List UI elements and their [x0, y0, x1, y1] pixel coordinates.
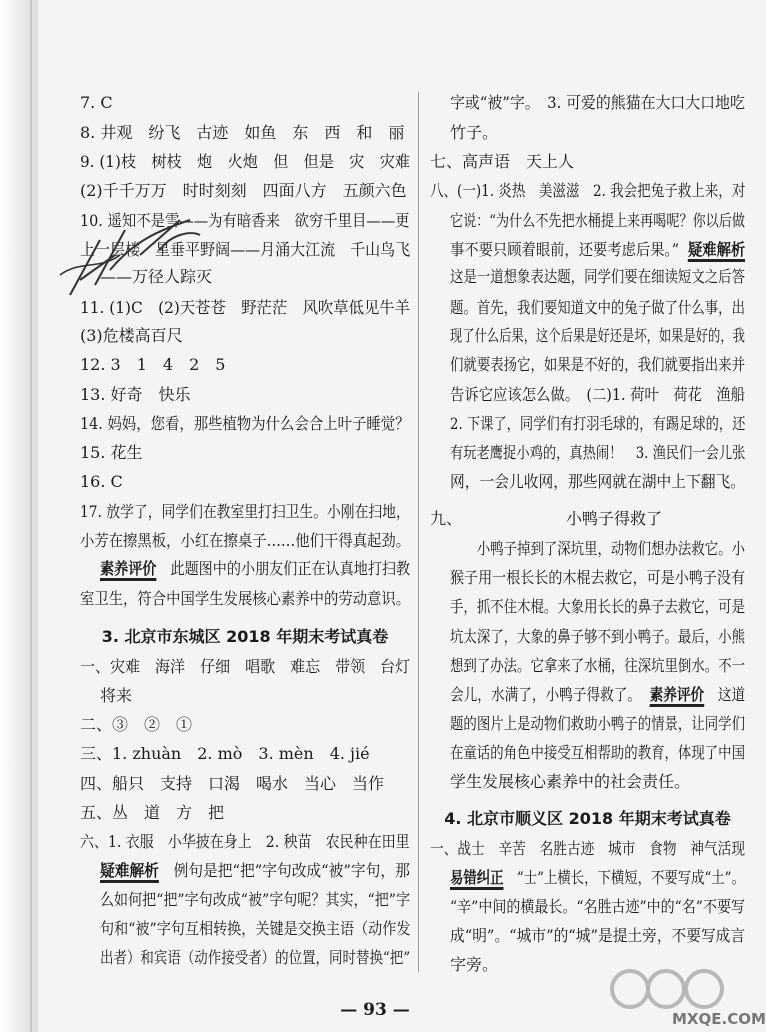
left-line — [80, 384, 191, 406]
line-text: 有玩老鹰捉小鸡的，真热闹！ 3. 渔民们一会儿张 — [450, 443, 746, 462]
line-text: 16. C — [80, 472, 123, 491]
tag-label: 疑难解析 — [100, 861, 159, 883]
right-line — [450, 471, 745, 493]
right-line — [450, 239, 745, 261]
line-text: 九、 小鸭子得救了 — [430, 509, 663, 528]
line-text: 一、灾难 海洋 仔细 唱歌 难忘 带领 台灯 — [80, 657, 411, 676]
left-line — [80, 442, 143, 464]
line-text-after: 这道 — [704, 685, 746, 704]
right-line — [450, 384, 745, 406]
left-line — [100, 685, 132, 707]
line-text: 事不要只顾着眼前，还要考虑后果。” — [450, 240, 680, 259]
line-text: 室卫生，符合中国学生发展核心素养中的劳动意识。 — [80, 589, 411, 608]
line-text: 例句是把“把”字句改成“被”字句，那 — [158, 861, 410, 880]
line-text: 竹子。 — [450, 123, 499, 142]
left-line — [80, 501, 410, 523]
left-line — [80, 471, 123, 493]
left-line — [80, 180, 407, 202]
line-text: 7. C — [80, 93, 113, 112]
right-line — [450, 210, 745, 232]
tag-label: 素养评价 — [100, 559, 156, 581]
line-text: 将来 — [100, 686, 133, 705]
line-text: 八、(一)1. 炎热 美滋滋 2. 我会把兔子救上来，对 — [430, 181, 746, 200]
right-line — [450, 596, 745, 618]
line-text: 4. 北京市顺义区 2018 年期末考试真卷 — [444, 809, 731, 828]
tag-label: 易错纠正 — [450, 868, 504, 890]
line-text: (3)危楼高百尺 — [80, 326, 183, 345]
right-line — [450, 954, 498, 976]
line-text: 10. 遥知不是雪——为有暗香来 欲穷千里目——更 — [80, 211, 410, 230]
line-text: 8. 井观 纷飞 古迹 如鱼 东 西 和 丽 — [80, 123, 405, 142]
line-text: 会儿，水满了，小鸭子得救了。 — [450, 685, 642, 704]
left-line — [80, 92, 113, 114]
right-line — [430, 151, 574, 173]
line-text: 网，一会儿收网，那些网就在湖中上下翻飞。 — [450, 472, 746, 491]
line-text: 题的图片上是动物们救助小鸭子的情景，让同学们 — [450, 714, 745, 733]
left-line — [80, 656, 410, 678]
column-divider — [418, 92, 419, 972]
line-text: 学生发展核心素养中的社会责任。 — [450, 772, 691, 791]
line-text: 句和“被”字句互相转换，关键是交换主语（动作发 — [100, 919, 411, 938]
left-line — [80, 743, 370, 765]
line-text: 现了什么后果，这个后果是好还是坏，如果是好的，我 — [450, 326, 745, 345]
left-line — [80, 802, 224, 824]
right-line — [450, 925, 745, 947]
book-binding — [0, 0, 38, 1032]
right-line — [450, 413, 745, 435]
line-text: 出者）和宾语（动作接受者）的位置，同时替换“把” — [100, 948, 411, 967]
line-text: 它说：“为什么不先把水桶提上来再喝呢？你以后做 — [450, 211, 745, 230]
line-text: 七、高声语 天上人 — [430, 152, 575, 171]
line-text: 此题图中的小朋友们正在认真地打扫教 — [156, 559, 411, 578]
line-text: 一、战士 辛苦 名胜古迹 城市 食物 神气活现 — [430, 839, 746, 858]
right-line — [450, 266, 745, 288]
line-text: 12. 3 1 4 2 5 — [80, 355, 226, 374]
line-text: “士”上横长，下横短，不要写成“土”。 — [503, 868, 745, 887]
line-text: 9. (1)枝 树枝 炮 火炮 但 但是 灾 灾难 — [80, 152, 411, 171]
right-line — [450, 655, 745, 677]
line-text: “辛”中间的横最长。“名胜古迹”中的“名”不要写 — [450, 897, 745, 916]
line-text: 坑太深了，大象的鼻子够不到小鸭子。最后，小熊 — [450, 627, 745, 646]
right-line — [450, 713, 745, 735]
binding-line — [30, 0, 32, 1032]
handwriting-scribble — [40, 200, 213, 310]
right-line — [450, 442, 745, 464]
right-line — [450, 92, 745, 114]
left-line — [100, 889, 410, 911]
line-text: 11. (1)C (2)天苍苍 野茫茫 风吹草低见牛羊 — [80, 298, 411, 317]
right-line — [450, 742, 745, 764]
left-line — [80, 413, 410, 435]
line-text: 2. 下课了，同学们有打羽毛球的，有踢足球的，还 — [450, 414, 746, 433]
left-line — [100, 918, 410, 940]
line-text: 们就要表扬它，如果是不好的，我们就要指出来并 — [450, 355, 745, 374]
left-line — [80, 354, 225, 376]
left-line — [80, 325, 183, 347]
left-line — [80, 626, 410, 648]
right-line — [430, 508, 662, 530]
page-number: — 93 — — [340, 1000, 410, 1020]
right-line — [450, 297, 745, 319]
line-text: 13. 好奇 快乐 — [80, 385, 191, 404]
line-text: 在童话的角色中接受互相帮助的教育，体现了中国 — [450, 743, 745, 762]
line-text: 三、1. zhuàn 2. mò 3. mèn 4. jié — [80, 744, 370, 763]
right-line — [450, 626, 745, 648]
right-line — [430, 808, 745, 830]
left-line — [80, 714, 192, 736]
left-line — [80, 151, 410, 173]
right-line — [450, 771, 690, 793]
line-text: 五、丛 道 方 把 — [80, 803, 225, 822]
line-text: 六、1. 衣服 小华披在身上 2. 秧苗 农民种在田里 — [80, 832, 410, 851]
left-line — [100, 947, 410, 969]
left-line — [80, 773, 384, 795]
line-text: 字旁。 — [450, 955, 499, 974]
tag-label: 素养评价 — [650, 685, 705, 707]
line-text: ——万径人踪灭 — [100, 267, 213, 286]
right-line — [450, 896, 745, 918]
right-line — [450, 567, 745, 589]
line-text: (2)千千万万 时时刻刻 四面八方 五颜六色 — [80, 181, 407, 200]
line-text: 二、③ ② ① — [80, 715, 193, 734]
left-line — [100, 860, 410, 882]
line-text: 题。首先，我们要知道文中的兔子做了什么事，出 — [450, 298, 745, 317]
right-line — [450, 867, 745, 889]
left-line — [100, 558, 410, 580]
right-line — [450, 325, 745, 347]
tag-label: 疑难解析 — [688, 240, 745, 262]
left-line — [80, 588, 410, 610]
line-text: 3. 北京市东城区 2018 年期末考试真卷 — [101, 627, 389, 646]
left-line — [80, 831, 410, 853]
line-text: 字或“被”字。 3. 可爱的熊猫在大口大口地吃 — [450, 93, 745, 112]
right-line — [450, 684, 745, 706]
line-text: 上一层楼 星垂平野阔——月涌大江流 千山鸟飞 — [80, 240, 411, 259]
right-line — [450, 122, 498, 144]
line-text: 想到了办法。它拿来了水桶，往深坑里倒水。不一 — [450, 656, 745, 675]
left-line — [80, 530, 410, 552]
watermark-text: MXQE.COM — [672, 1010, 766, 1028]
line-text: 手，抓不住木棍。大象用长长的鼻子去救它，可是 — [450, 597, 745, 616]
line-text: 么如何把“把”字句改成“被”字句呢？其实，“把”字 — [100, 890, 411, 909]
line-text: 告诉它应该怎么做。 (二)1. 荷叶 荷花 渔船 — [450, 385, 745, 404]
line-text: 猴子用一根长长的木棍去救它，可是小鸭子没有 — [450, 568, 746, 587]
line-text: 小芳在擦黑板，小红在擦桌子……他们干得真起劲。 — [80, 531, 411, 550]
line-text: 14. 妈妈，您看，那些植物为什么会合上叶子睡觉？ — [80, 414, 410, 433]
right-line — [430, 180, 745, 202]
line-text: 四、船只 支持 口渴 喝水 当心 当作 — [80, 774, 385, 793]
line-text: 小鸭子掉到了深坑里，动物们想办法救它。小 — [450, 539, 745, 558]
line-text: 这是一道想象表达题，同学们要在细读短文之后答 — [450, 267, 745, 286]
line-text: 成“明”。“城市”的“城”是提土旁，不要写成言 — [450, 926, 746, 945]
line-text: 17. 放学了，同学们在教室里打扫卫生。小刚在扫地， — [80, 502, 410, 521]
right-line — [450, 354, 745, 376]
right-line — [430, 838, 745, 860]
right-line — [450, 538, 745, 560]
line-text: 15. 花生 — [80, 443, 143, 462]
left-line — [80, 122, 404, 144]
